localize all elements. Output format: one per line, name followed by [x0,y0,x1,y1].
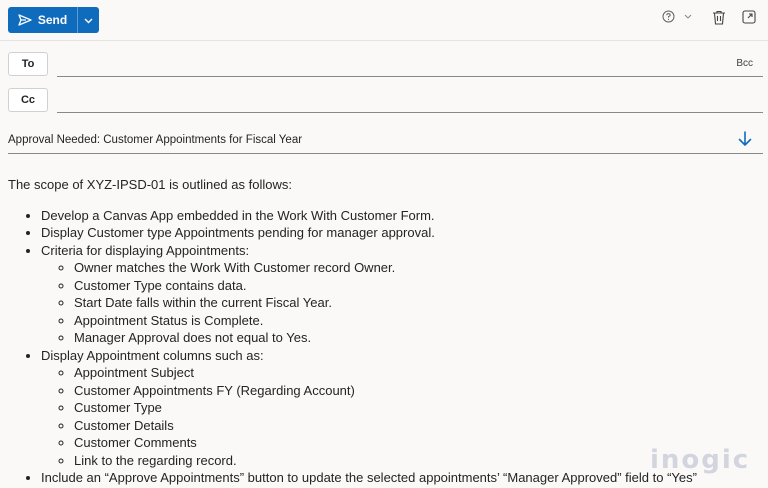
body-intro: The scope of XYZ-IPSD-01 is outlined as follows: [8,177,292,192]
send-icon [18,14,32,26]
sublist-item: ◦ Manager Approval does not equal to Yes. [74,329,758,347]
to-label: To [21,58,35,70]
sublist-item: ◦ Owner matches the Work With Customer record Owner. [74,259,758,277]
sublist-item: ◦ Customer Type contains data. [74,277,758,295]
sublist-item: ◦ Customer Appointments FY (Regarding Account) [74,382,758,400]
list-item: • Criteria for displaying Appointments: ◦ Owner matches the Work With Customer record Owner. ◦ Customer Type contains data. ◦ Start Date falls within the current Fiscal Year. ◦ Appointment Status is Complete. ◦ Manager Approval does not equal to Yes. [41,242,758,347]
sublist-item: ◦ Start Date falls within the current Fiscal Year. [74,294,758,312]
cc-label: Cc [20,94,36,106]
help-dropdown-chevron-icon[interactable] [684,14,692,19]
inogic-watermark-logo: inogic [650,445,751,475]
cc-field[interactable] [57,88,763,112]
popout-icon[interactable] [742,10,756,24]
to-field-underline [57,76,763,77]
send-options-button[interactable] [77,7,99,33]
cc-button[interactable] [8,88,48,112]
sublist-item: ◦ Customer Comments [74,434,758,452]
message-body[interactable] [8,176,758,487]
low-importance-icon[interactable] [738,131,752,152]
help-icon[interactable] [662,10,675,23]
send-button-group [8,7,99,33]
bcc-button[interactable]: Bcc [736,58,753,69]
sublist-item: ◦ Customer Details [74,417,758,435]
list-item: • Display Customer type Appointments pending for manager approval. [41,224,758,242]
scope-list [8,207,758,487]
list-item: • Include an “Approve Appointments” button to update the selected appointments’ “Manager Approved” field to “Yes” [41,469,758,487]
delete-icon[interactable] [712,10,726,25]
criteria-sublist [41,259,758,347]
chevron-down-icon [84,11,93,29]
subject-input[interactable]: Approval Needed: Customer Appointments for Fiscal Year [8,134,303,146]
send-button[interactable] [8,7,77,33]
cc-field-underline [57,112,763,113]
list-item: • Develop a Canvas App embedded in the Work With Customer Form. [41,207,758,225]
sublist-item: ◦ Appointment Status is Complete. [74,312,758,330]
sublist-item: ◦ Customer Type [74,399,758,417]
to-field[interactable] [57,52,763,76]
sublist-item: ◦ Link to the regarding record. [74,452,758,470]
compose-toolbar [0,0,768,41]
list-item: • Display Appointment columns such as: ◦ Appointment Subject ◦ Customer Appointments FY (Regarding Account) ◦ Customer Type ◦ Customer Details ◦ Customer Comments ◦ Link to the regarding record. [41,347,758,470]
subject-underline [8,153,763,154]
sublist-item: ◦ Appointment Subject [74,364,758,382]
send-label: Send [37,13,68,27]
to-button[interactable] [8,52,48,76]
